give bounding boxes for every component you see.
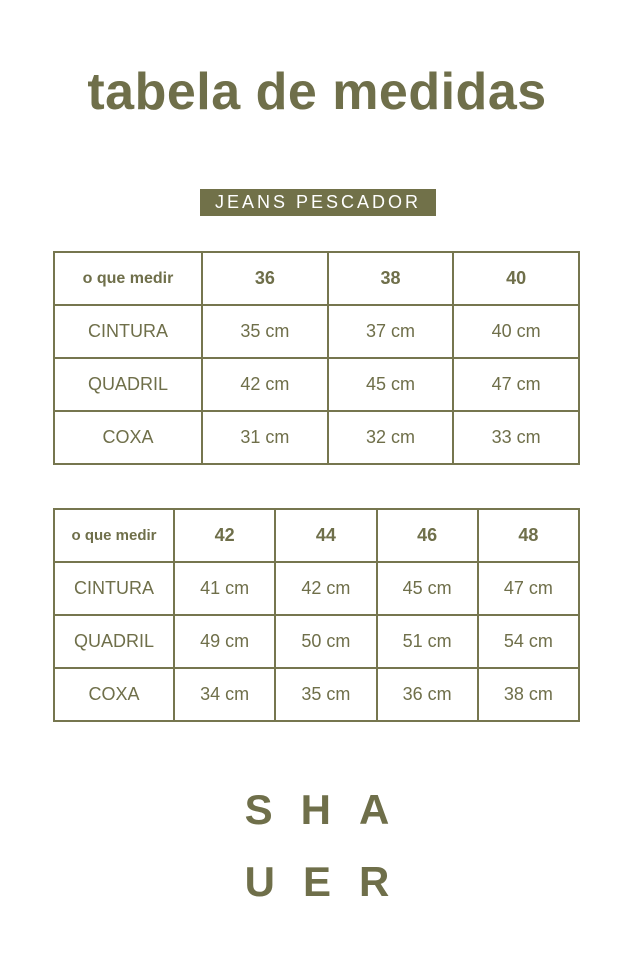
measure-value: 31 cm (202, 411, 328, 464)
size-header: 46 (377, 509, 478, 562)
table-row (54, 615, 579, 668)
size-header: 36 (202, 252, 328, 305)
measure-label: CINTURA (54, 305, 202, 358)
table-header-row (54, 252, 579, 305)
table-row (54, 411, 579, 464)
measure-value: 41 cm (174, 562, 275, 615)
measure-value: 35 cm (275, 668, 376, 721)
corner-label: o que medir (54, 252, 202, 305)
measure-label: QUADRIL (54, 615, 174, 668)
measure-value: 38 cm (478, 668, 579, 721)
table-header-row (54, 509, 579, 562)
table-row (54, 305, 579, 358)
size-header: 44 (275, 509, 376, 562)
measure-value: 49 cm (174, 615, 275, 668)
measure-value: 37 cm (328, 305, 454, 358)
measure-label: QUADRIL (54, 358, 202, 411)
size-table-2 (53, 508, 580, 722)
measure-value: 35 cm (202, 305, 328, 358)
measure-value: 34 cm (174, 668, 275, 721)
size-header: 40 (453, 252, 579, 305)
table-row (54, 668, 579, 721)
size-header: 38 (328, 252, 454, 305)
measure-value: 47 cm (478, 562, 579, 615)
measure-value: 47 cm (453, 358, 579, 411)
measure-value: 45 cm (328, 358, 454, 411)
measure-value: 54 cm (478, 615, 579, 668)
size-table-1 (53, 251, 580, 465)
brand-logo-line-2: UER (244, 858, 418, 905)
product-badge: JEANS PESCADOR (200, 189, 436, 216)
brand-logo-line-1: SHA (244, 786, 418, 833)
measure-label: COXA (54, 411, 202, 464)
measure-value: 42 cm (202, 358, 328, 411)
measure-value: 32 cm (328, 411, 454, 464)
corner-label: o que medir (54, 509, 174, 562)
page-title: tabela de medidas (87, 63, 547, 121)
size-header: 42 (174, 509, 275, 562)
measure-value: 50 cm (275, 615, 376, 668)
measure-value: 51 cm (377, 615, 478, 668)
size-header: 48 (478, 509, 579, 562)
measure-value: 36 cm (377, 668, 478, 721)
measure-label: COXA (54, 668, 174, 721)
measure-value: 42 cm (275, 562, 376, 615)
measure-value: 33 cm (453, 411, 579, 464)
measure-value: 45 cm (377, 562, 478, 615)
table-row (54, 562, 579, 615)
measure-label: CINTURA (54, 562, 174, 615)
measure-value: 40 cm (453, 305, 579, 358)
table-row (54, 358, 579, 411)
